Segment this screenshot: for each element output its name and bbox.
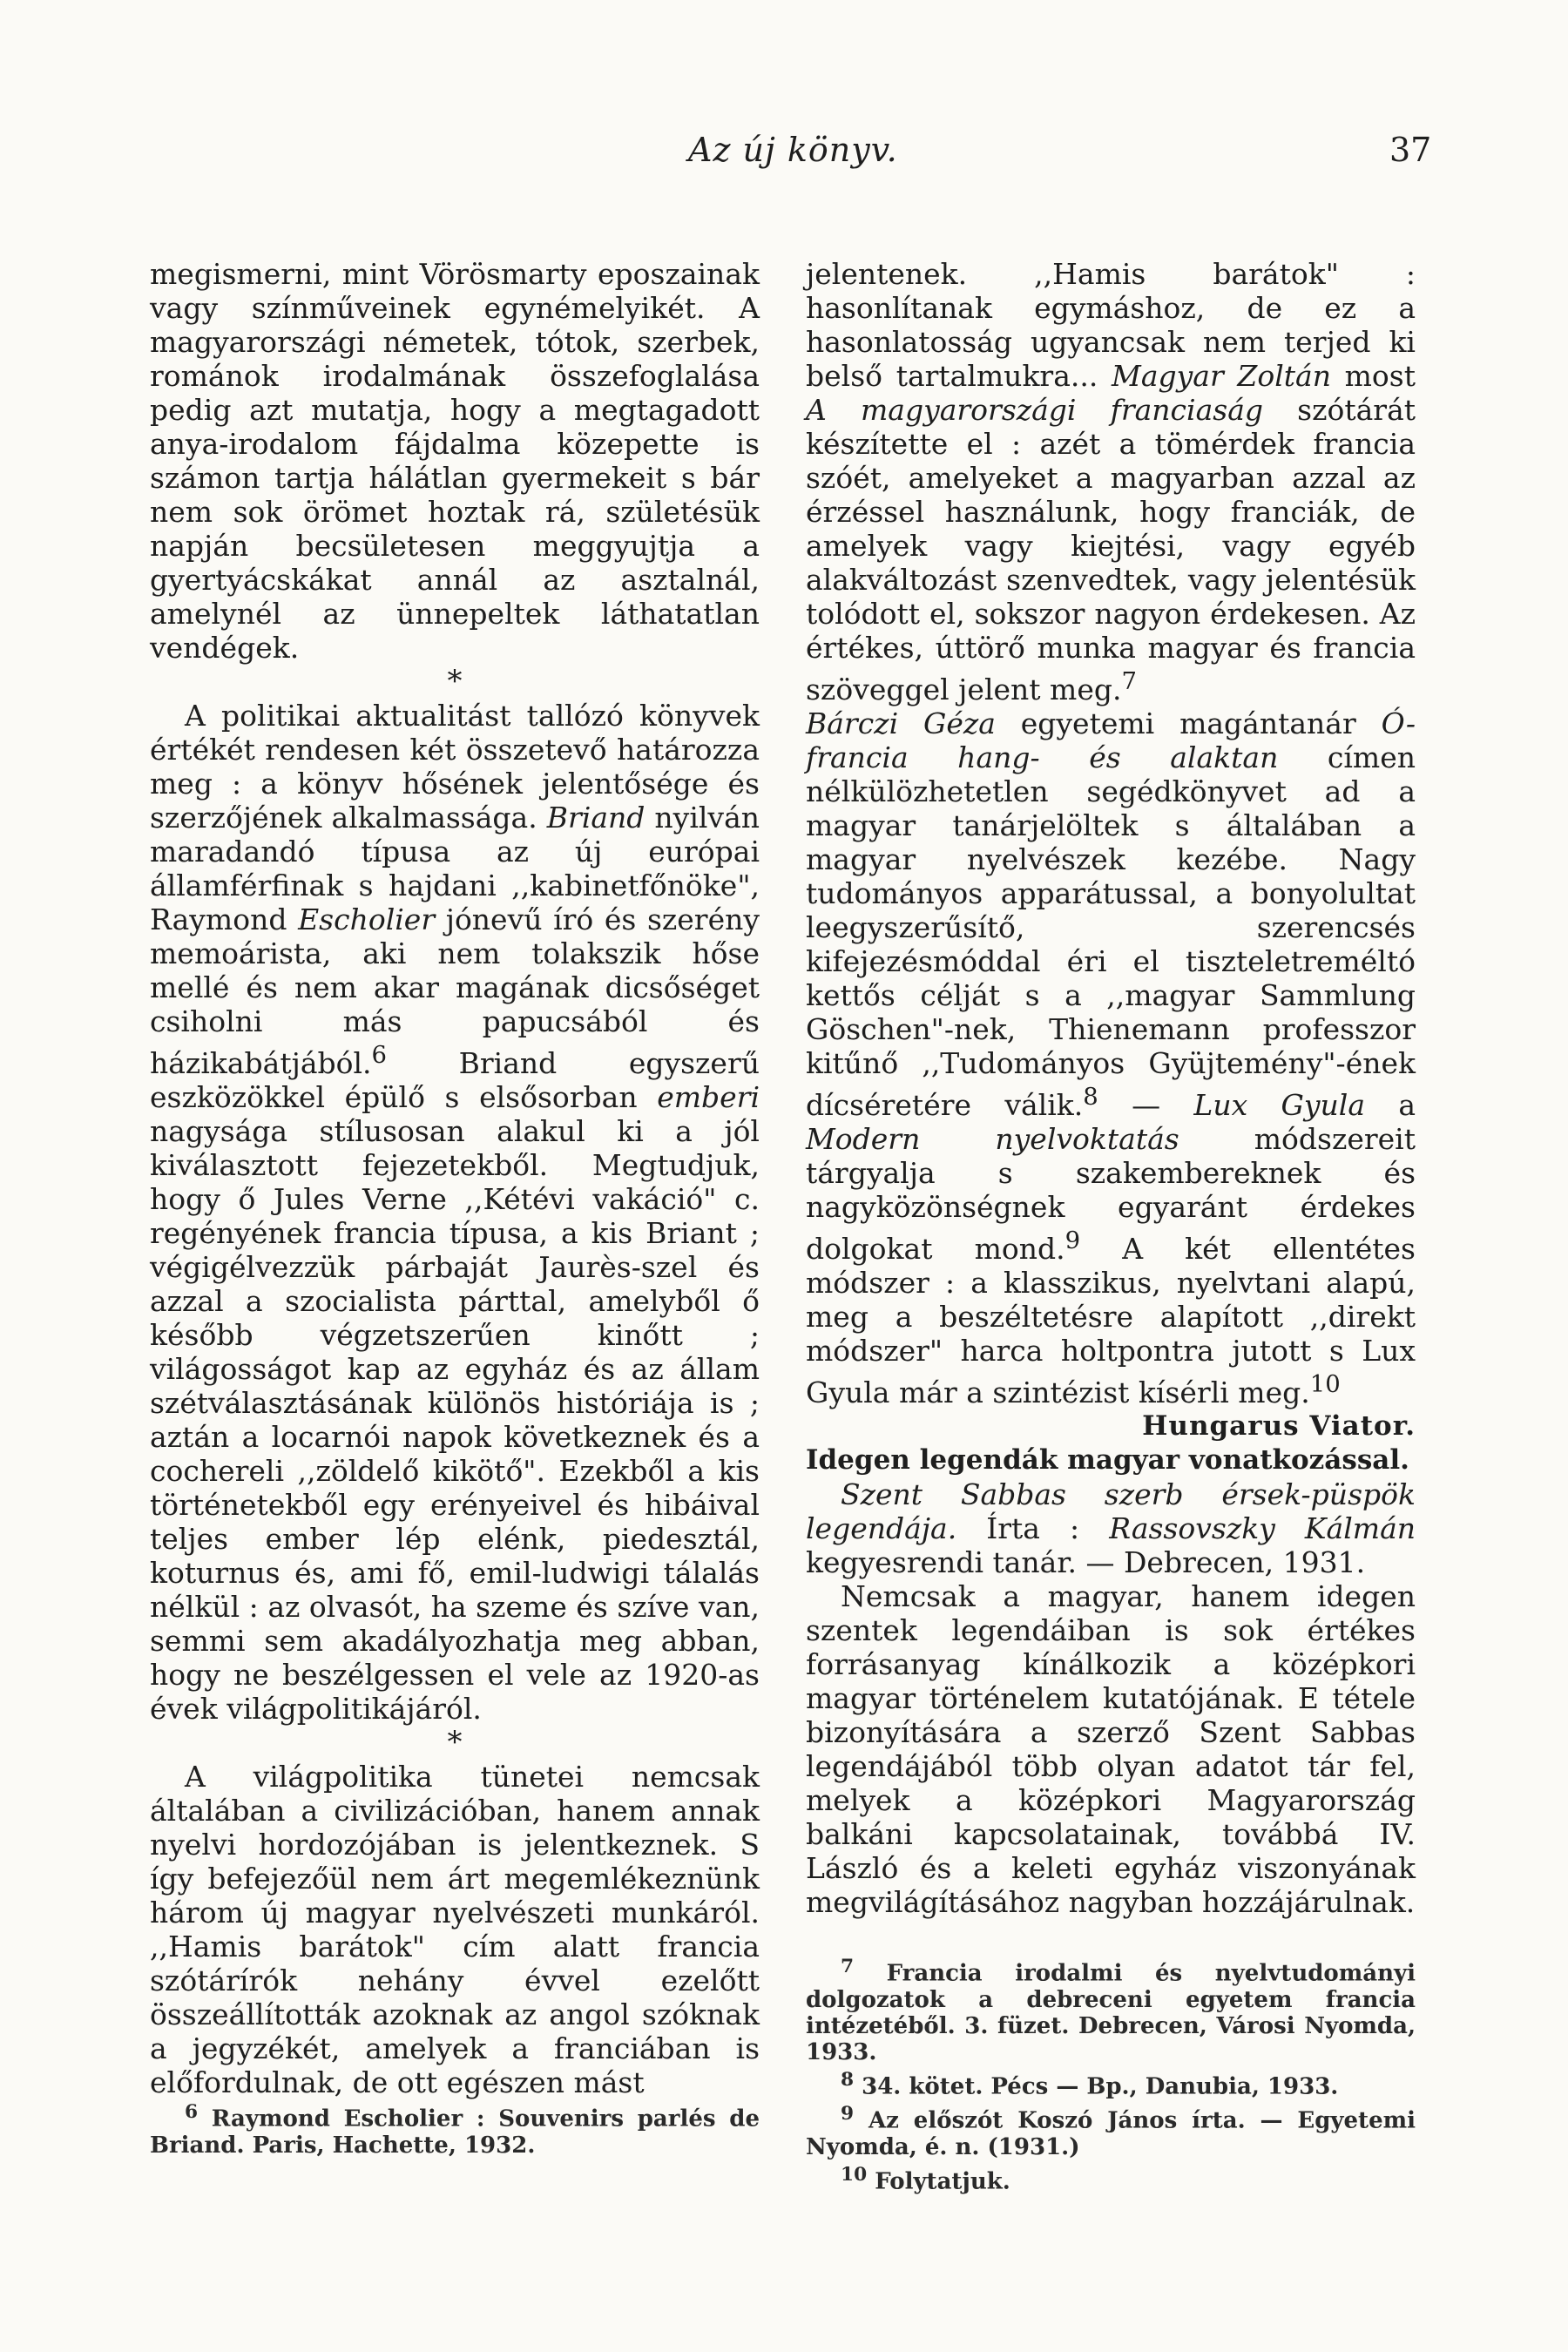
left-paragraph-3: A világpolitika tünetei nemcsak általában a civilizációban, hanem annak nyelvi hordozójában is jelentkeznek. S így befejezőül nem árt megemlékeznünk három új magyar nyelvészeti munkáról. ,,Hamis barátok" cím alatt francia szótárírók nehány évvel ezelőtt összeállították azoknak az angol szóknak a jegyzékét, amelyek a franciában is előfordulnak, de ott egészen mást <box>150 1760 760 2099</box>
footnote-7: $^7$ Francia irodalmi és nyelvtudományi dolgozatok a debreceni egyetem francia intézetéből. 3. füzet. Debrecen, Városi Nyomda, 1933. <box>806 1956 1416 2065</box>
section-separator-2: * <box>447 1725 463 1760</box>
right-paragraph-1: jelentenek. ,,Hamis barátok" : hasonlítanak egymáshoz, de ez a hasonlatosság ugyancsak nem terjed ki belső tartalmukra... Magyar Zoltán most A magyarországi franciaság szótárát készítette el : azét a tömérdek francia szóét, amelyeket a magyarban azzal az érzéssel használunk, hogy franciák, de amelyek vagy kiejtési, vagy egyéb alakváltozást szenvedtek, vagy jelentésük tolódott el, sokszor nagyon érdekesen. Az értékes, úttörő munka magyar és francia szöveggel jelent meg.$^7$ Bárczi Géza egyetemi magántanár Ó-francia hang- és alaktan címen nélkülözhetetlen segédkönyvet ad a magyar tanárjelöltek s általában a magyar nyelvészek kezébe. Nagy tudományos apparátussal, a bonyolultat leegyszerűsítő, szerencsés kifejezésmóddal éri el tiszteletreméltó kettős célját s a ,,magyar Sammlung Göschen"-nek, Thienemann professzor kitűnő ,,Tudományos Gyüjtemény"-ének dícséretére válik.$^8$ — Lux Gyula a Modern nyelvoktatás módszereit tárgyalja s szakembereknek és nagyközönségnek egyaránt érdekes dolgokat mond.$^9$ A két ellentétes módszer : a klasszikus, nyelvtani alapú, meg a beszéltetésre alapított ,,direkt módszer" harca holtpontra jutott s Lux Gyula már a szintézist kísérli meg.$^{10}$ <box>806 257 1416 1409</box>
footnotes-right <box>806 1954 1416 2195</box>
signature: Hungarus Viator. <box>1142 1410 1416 1442</box>
review-paragraph: Nemcsak a magyar, hanem idegen szentek legendáiban is sok értékes forrásanyag kínálkozik a középkori magyar történelem kutatójának. E tétele bizonyítására a szerző Szent Sabbas legendájából több olyan adatot tár fel, melyek a középkori Magyarország balkáni kapcsolatainak, továbbá IV. László és a keleti egyház viszonyának megvilágításához nagyban hozzájárulnak. <box>806 1579 1416 1919</box>
section-separator-1: * <box>447 664 463 699</box>
running-header-title: Az új könyv. <box>688 131 898 169</box>
name-escholier: Escholier <box>298 902 436 936</box>
title-ofrancia: Ó-francia hang- és alaktan <box>806 706 1416 774</box>
name-briand: Briand <box>546 801 645 835</box>
footnote-ref-6: 6 <box>371 1041 388 1069</box>
footnote-9: $^9$ Az előszót Koszó János írta. — Egyetemi Nyomda, é. n. (1931.) <box>806 2103 1416 2160</box>
author-magyar-zoltan: Magyar Zoltán <box>1112 359 1331 393</box>
footnote-ref-10: 10 <box>1309 1370 1341 1398</box>
footnote-8: $^8$ 34. kötet. Pécs — Bp., Danubia, 1933. <box>841 2068 1339 2100</box>
author-barczi-geza: Bárczi Géza <box>806 706 996 740</box>
footnote-ref-7: 7 <box>1121 667 1137 695</box>
word-emberi: emberi <box>657 1080 760 1114</box>
title-modern-nyelvoktatas: Modern nyelvoktatás <box>806 1122 1179 1156</box>
left-column <box>150 257 760 2159</box>
right-column <box>806 257 1416 2197</box>
title-franciasag: A magyarországi franciaság <box>806 393 1264 427</box>
review-title: Idegen legendák magyar vonatkozással. <box>806 1444 1409 1476</box>
footnote-10: $^{10}$ Folytatjuk. <box>841 2163 1010 2195</box>
left-paragraph-2: A politikai aktualitást tallózó könyvek értékét rendesen két összetevő határozza meg : a könyv hősének jelentősége és szerzőjének alkalmassága. Briand nyilván maradandó típusa az új európai államférfinak s hajdani ,,kabinetfőnöke", Raymond Escholier jónevű író és szerény memoárista, aki nem tolakszik hőse mellé és nem akar magának dicsőséget csiholni más papucsából és házikabátjából.$^6$ Briand egyszerű eszközökkel épülő s elsősorban emberi nagysága stílusosan alakul ki a jól kiválasztott fejezetekből. Megtudjuk, hogy ő Jules Verne ,,Kétévi vakáció" c. regényének francia típusa, a kis Briant ; végigélvezzük párbaját Jaurès-szel és azzal a szocialista párttal, amelyből ő később végzetszerűen kinőtt ; világosságot kap az egyház és az állam szétválasztásának különös históriája is ; aztán a locarnói napok következnek és a cochereli ,,zöldelő kikötő". Ezekből a kis történetekből egy erényeivel és hibáival teljes ember lép elénk, piedesztál, koturnus és, ami fő, emil-ludwigi tálalás nélkül : az olvasót, ha szeme és szíve van, semmi sem akadályozhatja meg abban, hogy ne beszélgessen el vele az 1920-as évek világpolitikájáról. <box>150 699 760 1726</box>
book-author: Rassovszky Kálmán <box>1109 1511 1416 1545</box>
page-number: 37 <box>1389 131 1432 169</box>
left-paragraph-1: megismerni, mint Vörösmarty eposzainak vagy színműveinek egynémelyikét. A magyarországi németek, tótok, szerbek, románok irodalmának összefoglalása pedig azt mutatja, hogy a megtagadott anya-irodalom fájdalma közepette is számon tartja hálátlan gyermekeit s bár nem sok örömet hoztak rá, születésük napján becsületesen meggyujtja a gyertyácskákat annál az asztalnál, amelynél az ünnepeltek láthatatlan vendégek. <box>150 257 760 665</box>
footnote-ref-8: 8 <box>1083 1083 1098 1111</box>
book-citation: Szent Sabbas szerb érsek-püspök legendája. Írta : Rassovszky Kálmán kegyesrendi tanár. — Debrecen, 1931. <box>806 1477 1416 1579</box>
author-lux-gyula: Lux Gyula <box>1193 1088 1365 1122</box>
footnote-6: $^6$ Raymond Escholier : Souvenirs parlés de Briand. Paris, Hachette, 1932. <box>150 2101 760 2159</box>
footnote-ref-9: 9 <box>1064 1227 1081 1254</box>
